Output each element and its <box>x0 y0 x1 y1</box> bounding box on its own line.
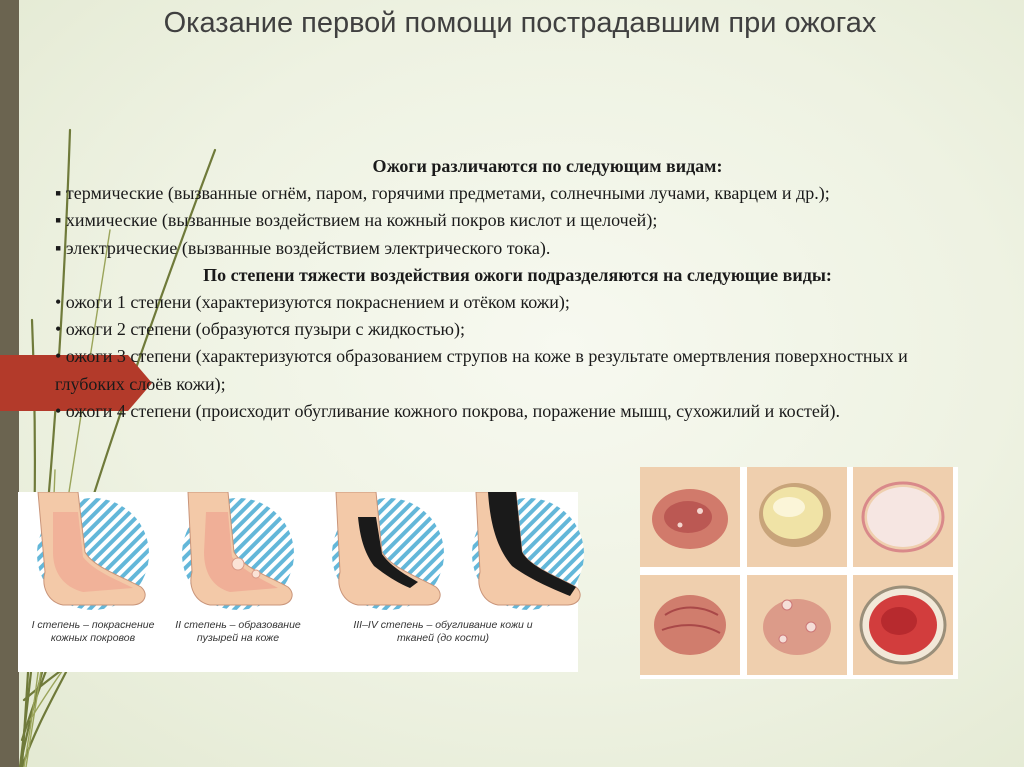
degrees-heading: По степени тяжести воздействия ожоги подразделяются на следующие виды: <box>203 264 832 285</box>
types-heading: Ожоги различаются по следующим видам: <box>372 156 723 176</box>
list-item-degree-3: • ожоги 3 степени (характеризуются образованием струпов на коже в результате омертвления поверхностных и глубоких слоёв кожи); <box>55 346 908 394</box>
foot-degree-3-image <box>318 492 458 617</box>
skin-tile-redness-1 <box>640 467 740 567</box>
list-item-type-electrical: ▪ электрические (вызванные воздействием электрического тока). <box>55 237 551 258</box>
slide-title: Оказание первой помощи пострадавшим при ожогах <box>163 7 877 39</box>
skin-tile-pale-burn <box>853 467 953 567</box>
skin-tile-deep-burn <box>853 575 953 675</box>
foot-degree-2-image <box>168 492 308 617</box>
foot-degree-1-image <box>23 492 163 617</box>
slide-body <box>55 153 980 425</box>
skin-tile-small-blisters <box>747 575 847 675</box>
caption-degree-1: I степень – покраснение кожных покровов <box>31 619 155 644</box>
list-item-degree-4: • ожоги 4 степени (происходит обугливание кожного покрова, поражение мышц, сухожилий и костей). <box>55 400 840 421</box>
foot-degree-4-image <box>458 492 598 617</box>
caption-degree-2: II степень – образование пузырей на коже <box>175 619 301 644</box>
list-item-type-chemical: ▪ химические (вызванные воздействием на кожный покров кислот и щелочей); <box>55 210 658 231</box>
skin-tile-redness-2 <box>640 575 740 675</box>
list-item-degree-2: • ожоги 2 степени (образуются пузыри с жидкостью); <box>55 319 466 340</box>
list-item-type-thermal: ▪ термические (вызванные огнём, паром, горячими предметами, солнечными лучами, кварцем и др.); <box>55 183 830 204</box>
skin-tile-blister <box>747 467 847 567</box>
caption-degree-3-4: III–IV степень – обугливание кожи и тканей (до кости) <box>353 619 533 644</box>
list-item-degree-1: • ожоги 1 степени (характеризуются покраснением и отёком кожи); <box>55 292 570 313</box>
burn-skin-photo-grid <box>640 467 958 679</box>
burn-degree-feet-illustration <box>18 492 578 672</box>
